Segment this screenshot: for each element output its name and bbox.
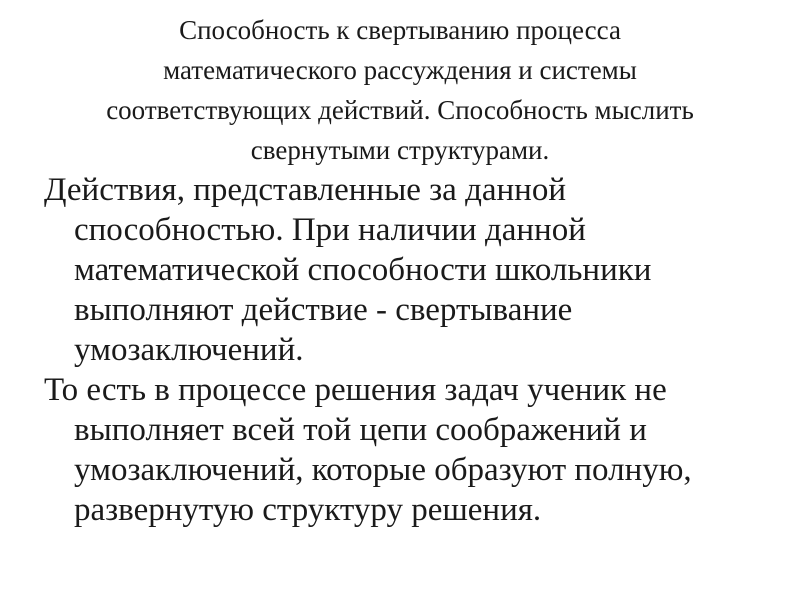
paragraph-line: Действия, представленные за данной — [44, 172, 566, 208]
paragraph-line: математической способности школьники — [74, 252, 652, 288]
paragraph-actions — [44, 170, 764, 370]
title-line: свернутыми структурами. — [250, 135, 550, 165]
title-line: Способность к свертыванию процесса — [179, 15, 621, 45]
paragraph-line: То есть в процессе решения задач ученик не — [44, 372, 667, 408]
paragraph-line: умозаключений. — [74, 332, 304, 368]
paragraph-line: выполняют действие - свертывание — [74, 292, 573, 328]
paragraph-line: способностью. При наличии данной — [74, 212, 586, 248]
paragraph-explanation — [44, 370, 764, 530]
slide-body — [44, 170, 764, 530]
paragraph-line: выполняет всей той цепи соображений и — [74, 412, 647, 448]
paragraph-line: развернутую структуру решения. — [74, 492, 542, 528]
slide-title — [40, 10, 760, 170]
paragraph-line: умозаключений, которые образуют полную, — [74, 452, 692, 488]
title-line: математического рассуждения и системы — [163, 55, 637, 85]
title-line: соответствующих действий. Способность мыслить — [106, 95, 694, 125]
